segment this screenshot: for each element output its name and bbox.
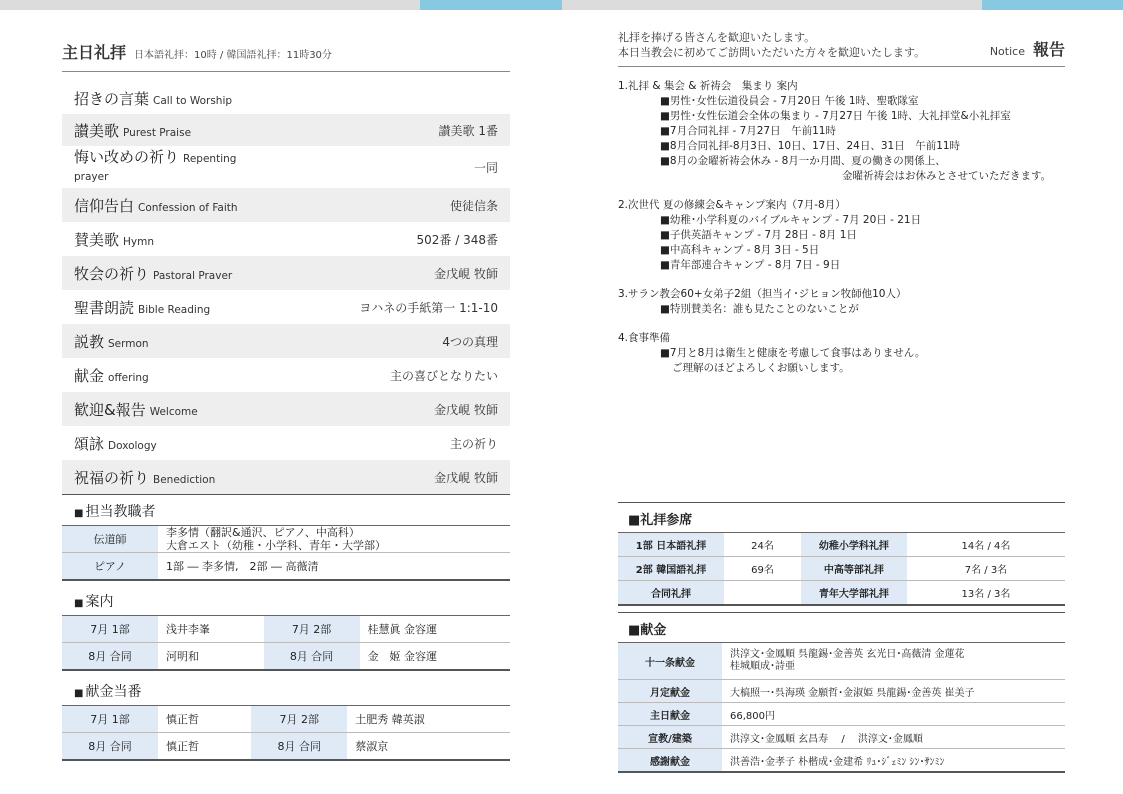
cell-label: 合同礼拝 [618, 581, 724, 606]
order-item-en: Purest Praise [123, 126, 192, 139]
staff-line: 大倉エスト（幼稚・小学科、青年・大学部） [166, 539, 386, 552]
order-row [62, 114, 510, 146]
cell-value: 桂慧眞 金容運 [360, 616, 510, 643]
table-row [618, 680, 1065, 703]
cell-value: 蔡淑京 [347, 733, 510, 761]
notice-line: ■7月と8月は衛生と健康を考慮して食事はありません。 [660, 347, 926, 359]
offering-names [722, 643, 1065, 680]
offering-type: 宣教/建築 [618, 726, 722, 749]
offering-names: 洪善浩･金孝子 朴楷成･金建希 ﾘｭ･ｼﾞｪﾐﾝ ｼﾝ･ｻﾝﾐﾝ [722, 749, 1065, 773]
order-item-jp: 聖書朗読 [74, 298, 135, 317]
order-item-value: 金戊峴 牧師 [434, 402, 498, 417]
table-row [62, 706, 510, 733]
cell-value: 浅井李峯 [158, 616, 264, 643]
offering-heading [618, 612, 1065, 643]
order-of-service [62, 82, 510, 494]
right-page [618, 30, 1065, 768]
notice-title [990, 37, 1065, 60]
order-item-en: Repenting prayer [74, 153, 237, 183]
left-page [62, 30, 510, 761]
notice-item-title: 3.サラン教会60+女弟子2組（担当イ･ジヒョン牧師他10人） [618, 288, 907, 300]
offering-duty-heading [62, 675, 510, 706]
cell-value: 69名 [724, 557, 801, 581]
offering-line: 洪淳文･金鳳順 呉龍錫･金善英 玄光日･高薇清 金蓮花 [730, 649, 965, 660]
cell-label: 中高等部礼拝 [801, 557, 907, 581]
order-item-jp: 牧会の祈り [74, 264, 150, 283]
cell-label: 幼稚小学科礼拝 [801, 533, 907, 557]
staff-names [158, 526, 510, 553]
square-bullet-icon: ■ [628, 513, 641, 528]
cell-value: 7名 / 3名 [907, 557, 1065, 581]
cell-label: 8月 合同 [264, 643, 360, 671]
order-item-en: Sermon [108, 337, 149, 350]
notice-item [618, 287, 1065, 317]
notice-title-en: Notice [989, 45, 1025, 58]
cell-value [724, 581, 801, 606]
top-bar-right-accent [982, 0, 1123, 10]
cell-label: 8月 合同 [62, 733, 158, 761]
notice-line: ■男性･女性伝道役員会 - 7月20日 午後 1時、聖歌隊室 [660, 95, 919, 107]
cell-label: 7月 1部 [62, 616, 158, 643]
square-bullet-icon: ■ [74, 598, 84, 609]
order-item-value: 金戊峴 牧師 [434, 266, 498, 281]
service-header [62, 30, 510, 72]
offering-type: 感謝献金 [618, 749, 722, 773]
order-row [62, 426, 510, 460]
notice-line: ■特別賛美名：誰も見たことのないことが [660, 303, 859, 315]
offering-duty-heading-text: 献金当番 [85, 684, 142, 700]
staff-table [62, 526, 510, 581]
staff-role: ピアノ [62, 553, 158, 581]
notice-line: ■7月合同礼拝 - 7月27日 午前11時 [660, 125, 836, 137]
offering-line: 桂城順成･詩亜 [730, 661, 795, 672]
table-row [62, 553, 510, 581]
order-item-en: Pastoral Praver [153, 269, 233, 282]
table-row [618, 533, 1065, 557]
staff-heading [62, 494, 510, 526]
notice-item-title: 4.食事準備 [618, 332, 671, 344]
order-item-en: Benediction [153, 473, 216, 486]
order-item-jp: 招きの言葉 [74, 89, 150, 108]
notice-line: ■8月の金曜祈祷会休み - 8月一か月間、夏の働きの関係上、 [660, 155, 946, 167]
cell-label: 7月 2部 [264, 616, 360, 643]
service-times: 日本語礼拝：10時 / 韓国語礼拝：11時30分 [134, 50, 332, 61]
square-bullet-icon: ■ [74, 508, 84, 519]
offering-heading-text: 献金 [640, 623, 667, 638]
order-item-value: 4つの真理 [442, 334, 498, 349]
offering-table [618, 643, 1065, 773]
notice-line: ■青年部連合キャンプ - 8月 7日 - 9日 [660, 259, 841, 271]
cell-value: 14名 / 4名 [907, 533, 1065, 557]
order-item-jp: 信仰告白 [74, 196, 135, 215]
service-title: 主日礼拝 [62, 43, 127, 62]
table-row [62, 733, 510, 761]
table-row [618, 726, 1065, 749]
order-item-en: Doxology [108, 439, 157, 452]
cell-value: 慎正哲 [158, 706, 251, 733]
attendance-table [618, 533, 1065, 606]
order-row [62, 222, 510, 256]
notice-line: ■中高科キャンプ - 8月 3日 - 5日 [660, 244, 820, 256]
offering-names: 洪淳文･金鳳順 玄昌寿 / 洪淳文･金鳳順 [722, 726, 1065, 749]
order-row [62, 146, 510, 188]
cell-value: 13名 / 3名 [907, 581, 1065, 606]
top-bar-left-accent [420, 0, 562, 10]
notice-line: ■男性･女性伝道会全体の集まり - 7月27日 午後 1時、大礼拝堂&小礼拝室 [660, 110, 1011, 122]
offering-names: 66,800円 [722, 703, 1065, 726]
welcome-text [618, 30, 925, 60]
order-item-en: Hymn [123, 235, 155, 248]
table-row [62, 616, 510, 643]
notice-item [618, 331, 1065, 376]
order-row [62, 358, 510, 392]
cell-value: 河明和 [158, 643, 264, 671]
guide-table [62, 616, 510, 671]
staff-role: 伝道師 [62, 526, 158, 553]
cell-value: 金 姬 金容運 [360, 643, 510, 671]
stats-block [618, 502, 1065, 773]
cell-label: 7月 2部 [251, 706, 347, 733]
offering-duty-table [62, 706, 510, 761]
order-item-en: Welcome [149, 405, 198, 418]
notice-item [618, 198, 1065, 273]
cell-value: 24名 [724, 533, 801, 557]
table-row [62, 526, 510, 553]
order-item-value: 一同 [473, 160, 498, 175]
order-item-value: 使徒信条 [449, 198, 498, 213]
order-item-en: Call to Worship [153, 94, 233, 107]
order-item-en: Confession of Faith [138, 201, 238, 214]
offering-type: 月定献金 [618, 680, 722, 703]
notice-line: 金曜祈祷会はお休みとさせていただきます。 [842, 170, 1052, 182]
square-bullet-icon: ■ [74, 688, 84, 699]
table-row [618, 703, 1065, 726]
notice-title-jp: 報告 [1032, 40, 1065, 59]
cell-value: 土肥秀 韓英淑 [347, 706, 510, 733]
order-row [62, 188, 510, 222]
notice-line: ■子供英語キャンプ - 7月 28日 - 8月 1日 [660, 229, 857, 241]
order-item-value: 金戊峴 牧師 [434, 470, 498, 485]
notice-list [618, 79, 1065, 376]
table-row [618, 749, 1065, 773]
top-bar-right [562, 0, 982, 10]
order-item-value: 502番 / 348番 [416, 232, 498, 247]
offering-type: 十一条献金 [618, 643, 722, 680]
order-item-value: 主の祈り [449, 436, 498, 451]
welcome-line: 礼拝を捧げる皆さんを歓迎いたします。 [618, 31, 816, 44]
order-item-value: 主の喜びとなりたい [389, 368, 498, 383]
guide-heading-text: 案内 [85, 594, 114, 610]
notice-header [618, 30, 1065, 67]
notice-item-title: 2.次世代 夏の修練会&キャンプ案内（7月-8月） [618, 199, 846, 211]
table-row [618, 581, 1065, 606]
order-item-jp: 祝福の祈り [74, 468, 150, 487]
order-item-value: 讃美歌 1番 [438, 123, 498, 138]
cell-label: 2部 韓国語礼拝 [618, 557, 724, 581]
square-bullet-icon: ■ [628, 623, 641, 638]
cell-label: 7月 1部 [62, 706, 158, 733]
notice-line: ■8月合同礼拝-8月3日、10日、17日、24日、31日 午前11時 [660, 140, 961, 152]
table-row [618, 557, 1065, 581]
order-item-jp: 頌詠 [74, 434, 105, 453]
offering-type: 主日献金 [618, 703, 722, 726]
top-bar-left [0, 0, 420, 10]
order-row [62, 256, 510, 290]
guide-heading [62, 585, 510, 616]
order-item-jp: 献金 [74, 366, 105, 385]
cell-label: 青年大学部礼拝 [801, 581, 907, 606]
notice-item-title: 1.礼拝 & 集会 & 祈祷会 集まり 案内 [618, 80, 798, 92]
staff-heading-text: 担当教職者 [85, 504, 156, 520]
offering-names: 大槁照一･呉海瑛 金願哲･金淑姫 呉龍錫･金善英 崔美子 [722, 680, 1065, 703]
order-item-value: ヨハネの手紙第一 1:1-10 [359, 300, 498, 315]
order-item-jp: 説教 [74, 332, 105, 351]
attendance-heading-text: 礼拝参席 [640, 513, 693, 528]
order-item-en: Bible Reading [138, 303, 211, 316]
order-item-jp: 悔い改めの祈り [74, 148, 180, 166]
notice-item [618, 79, 1065, 184]
notice-line: ■幼稚･小学科夏のバイブルキャンプ - 7月 20日 - 21日 [660, 214, 922, 226]
cell-value: 慎正哲 [158, 733, 251, 761]
table-row [62, 643, 510, 671]
order-row [62, 460, 510, 494]
order-item-jp: 讃美歌 [74, 121, 120, 140]
staff-line: 李多情（翻訳&通沢、ピアノ、中高科） [166, 526, 360, 539]
order-row [62, 392, 510, 426]
order-row [62, 324, 510, 358]
staff-names: 1部 ― 李多情, 2部 ― 高薇清 [158, 553, 510, 581]
cell-label: 8月 合同 [62, 643, 158, 671]
table-row [618, 643, 1065, 680]
cell-label: 8月 合同 [251, 733, 347, 761]
order-item-jp: 賛美歌 [74, 230, 120, 249]
attendance-heading [618, 502, 1065, 533]
order-item-jp: 歓迎&報告 [74, 400, 146, 419]
notice-line: ご理解のほどよろしくお願いします。 [672, 362, 850, 374]
cell-label: 1部 日本語礼拝 [618, 533, 724, 557]
order-row [62, 82, 510, 114]
order-row [62, 290, 510, 324]
welcome-line: 本日当教会に初めてご訪問いただいた方々を歓迎いたします。 [618, 46, 926, 59]
order-item-en: offering [108, 371, 149, 384]
